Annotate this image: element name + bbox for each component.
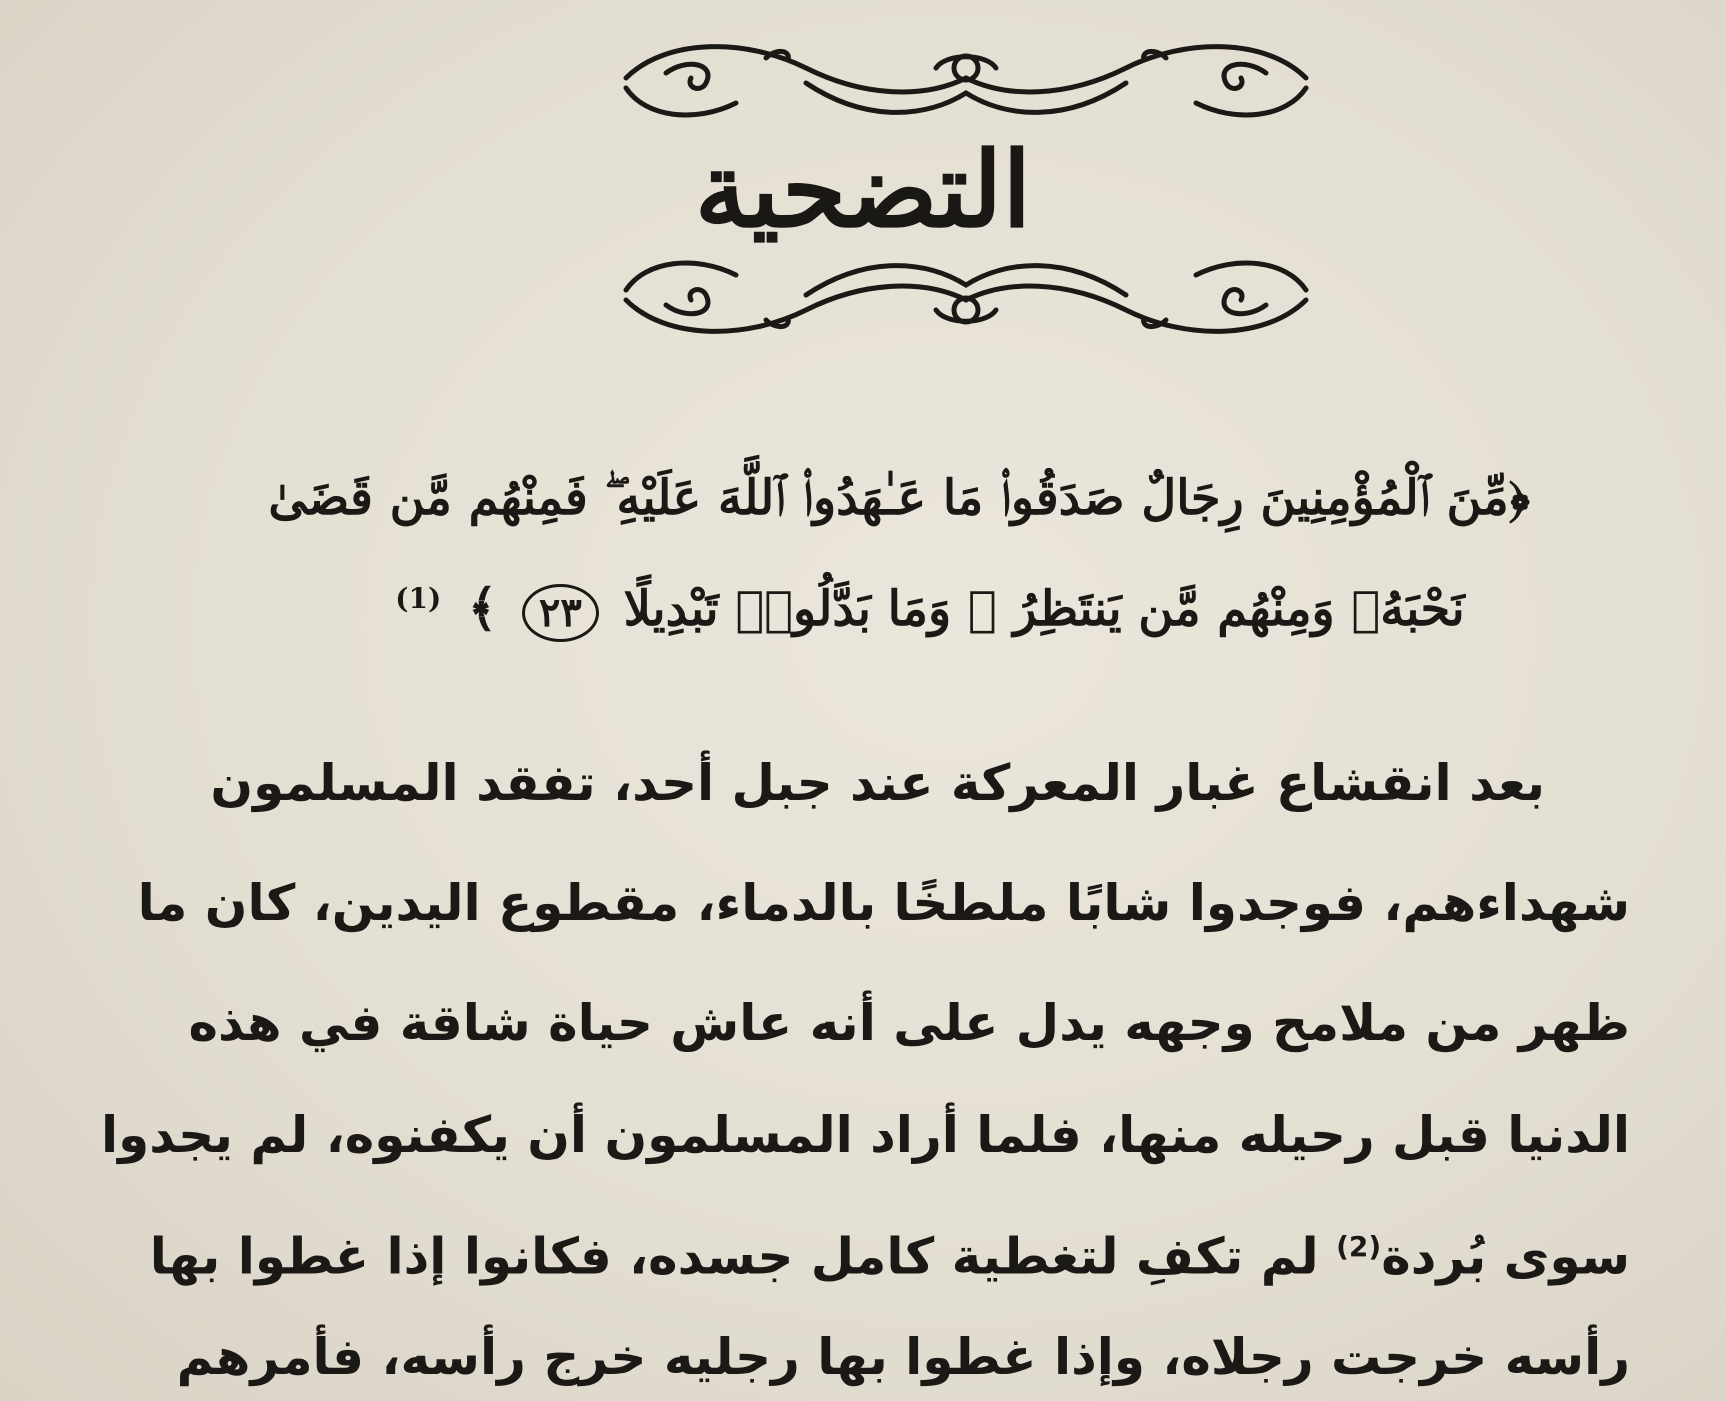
paragraph-line: ظهر من ملامح وجهه يدل على أنه عاش حياة شاقة في هذه bbox=[188, 994, 1630, 1052]
paragraph-line: شهداءهم، فوجدوا شابًا ملطخًا بالدماء، مقطوع اليدين، كان ما bbox=[137, 874, 1630, 932]
footnote-mark-2: (2) bbox=[1336, 1230, 1382, 1263]
ayah-number: ٢٣ bbox=[522, 584, 599, 642]
verse-line-2 bbox=[330, 578, 1530, 642]
paragraph-line-start: سوى بُردة bbox=[1381, 1227, 1630, 1286]
verse-line-1: ﴿مِّنَ ٱلْمُؤْمِنِينَ رِجَالٌ صَدَقُوا۟ مَا عَـٰهَدُوا۟ ٱللَّهَ عَلَيْهِ ۖ فَمِنْهُم مَّن قَضَىٰ bbox=[268, 470, 1530, 526]
paragraph-line: الدنيا قبل رحيله منها، فلما أراد المسلمون أن يكفنوه، لم يجدوا bbox=[101, 1106, 1630, 1164]
paragraph-line: رأسه خرجت رجلاه، وإذا غطوا بها رجليه خرج رأسه، فأمرهم bbox=[176, 1328, 1630, 1386]
footnote-mark-1: (1) bbox=[395, 582, 442, 615]
verse-closing-bracket: ﴾ bbox=[467, 578, 498, 637]
verse-line-2-text: نَحْبَهُۥ وَمِنْهُم مَّن يَنتَظِرُ ۖ وَمَا بَدَّلُوا۟ تَبْدِيلًا bbox=[623, 581, 1465, 637]
bottom-ornament-icon bbox=[606, 240, 1326, 350]
paragraph-line: بعد انقشاع غبار المعركة عند جبل أحد، تفقد المسلمون bbox=[210, 754, 1545, 812]
paragraph-line-end: لم تكفِ لتغطية كامل جسده، فكانوا إذا غطوا بها bbox=[149, 1227, 1319, 1286]
page-title: التضحية bbox=[694, 128, 1032, 251]
paragraph-line bbox=[149, 1212, 1630, 1292]
